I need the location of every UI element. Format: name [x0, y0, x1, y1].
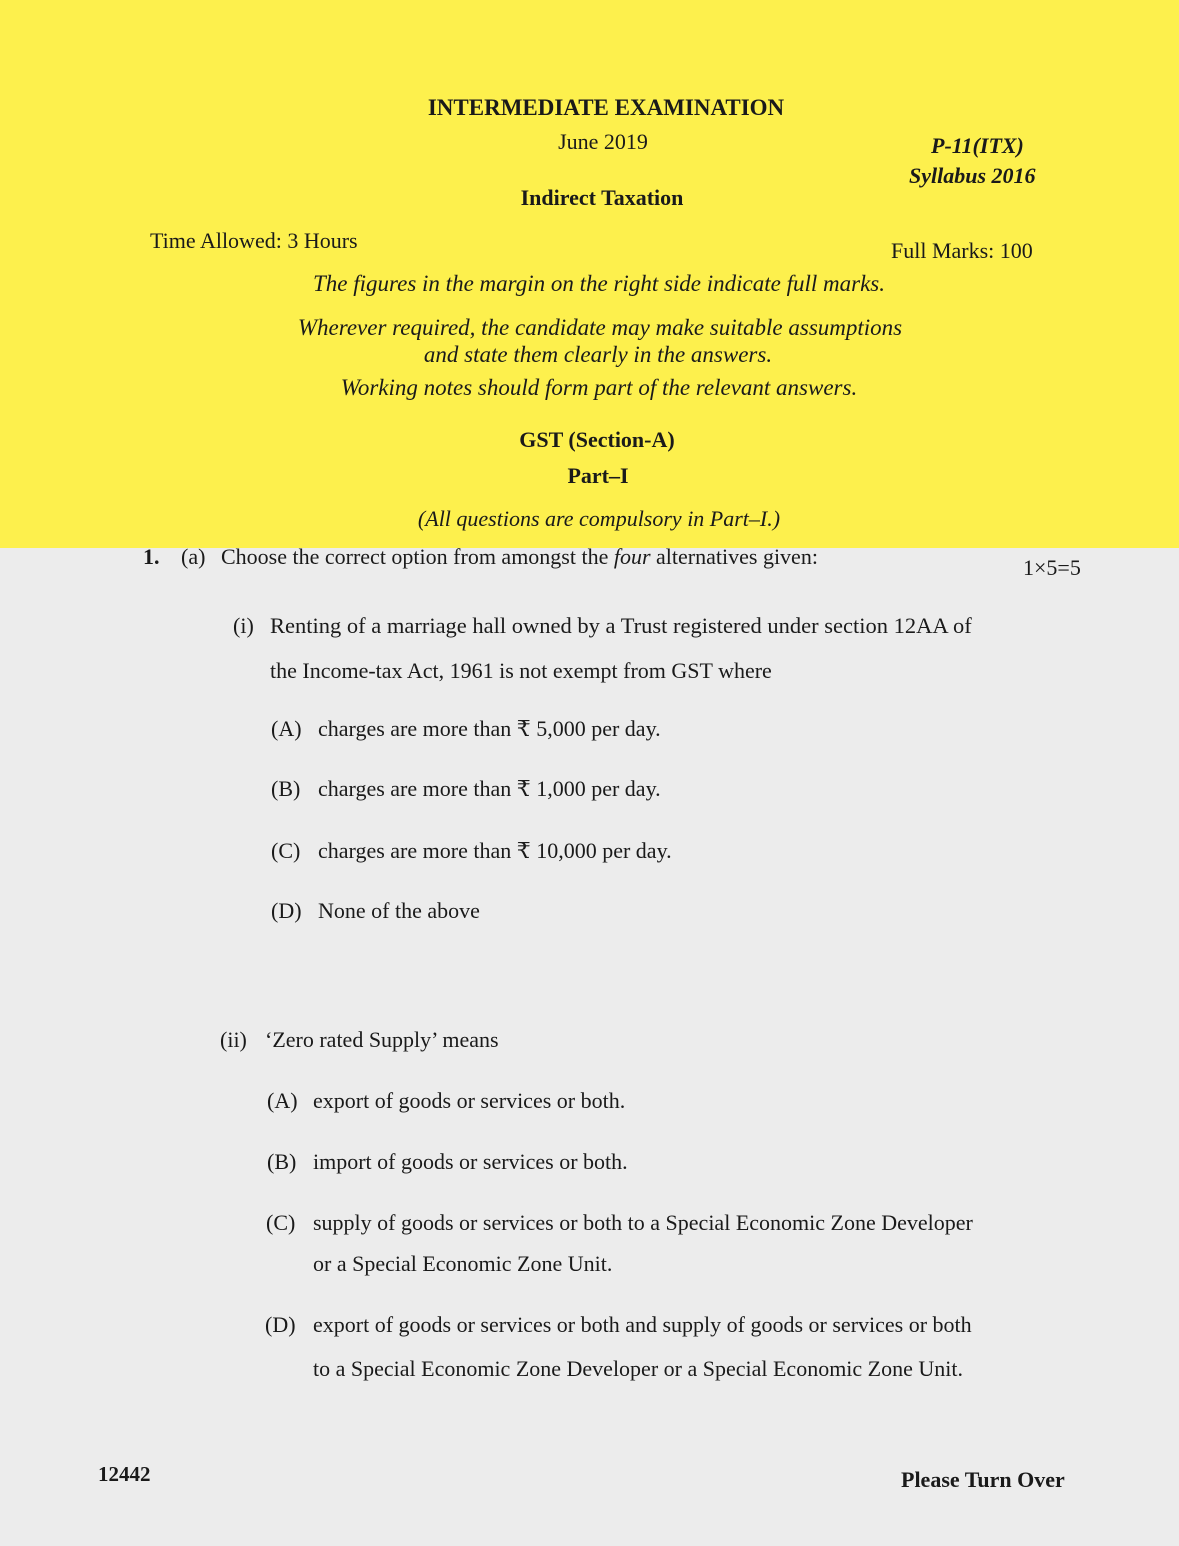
item-text: ‘Zero rated Supply’ means [265, 1027, 499, 1052]
option-text: charges are more than ₹ 5,000 per day. [318, 716, 661, 741]
option-label: (D) [271, 898, 302, 923]
option-label: (A) [271, 716, 302, 741]
option-text: charges are more than ₹ 10,000 per day. [318, 838, 672, 863]
item-label: (ii) [220, 1027, 247, 1052]
option-label: (D) [265, 1312, 296, 1337]
exam-session: June 2019 [558, 129, 648, 154]
question-sub-label: (a) [181, 544, 206, 569]
question-number: 1. [143, 544, 160, 569]
paper-serial-code: 12442 [98, 1462, 151, 1486]
option-text: export of goods or services or both and supply of goods or services or both [313, 1312, 972, 1337]
instruction-line: and state them clearly in the answers. [423, 342, 773, 367]
option-text: supply of goods or services or both to a Special Economic Zone Developer [313, 1210, 973, 1235]
option-label: (B) [271, 776, 301, 801]
subject-title: Indirect Taxation [520, 185, 684, 210]
option-label: (C) [266, 1210, 296, 1235]
option-text: import of goods or services or both. [313, 1149, 628, 1174]
option-label: (C) [271, 838, 301, 863]
paper-code: P-11(ITX) [931, 133, 1024, 158]
option-label: (A) [267, 1088, 298, 1113]
full-marks: Full Marks: 100 [891, 238, 1033, 263]
option-label: (B) [267, 1149, 297, 1174]
time-allowed: Time Allowed: 3 Hours [150, 228, 358, 253]
option-text-cont: or a Special Economic Zone Unit. [313, 1251, 613, 1276]
instruction-line: Wherever required, the candidate may make suitable assumptions [297, 315, 903, 340]
instruction-line: Working notes should form part of the relevant answers. [340, 375, 858, 400]
option-text: charges are more than ₹ 1,000 per day. [318, 776, 661, 801]
item-text: Renting of a marriage hall owned by a Trust registered under section 12AA of [270, 613, 972, 638]
section-note: (All questions are compulsory in Part–I.) [417, 506, 781, 531]
exam-title: INTERMEDIATE EXAMINATION [427, 95, 785, 120]
syllabus: Syllabus 2016 [909, 163, 1036, 188]
item-label: (i) [233, 613, 254, 638]
item-text: the Income-tax Act, 1961 is not exempt from GST where [270, 658, 772, 683]
question-prompt: Choose the correct option from amongst the four alternatives given: [221, 544, 818, 569]
section-title: GST (Section-A) [519, 427, 675, 452]
question-marks: 1×5=5 [1023, 555, 1081, 580]
option-text: None of the above [318, 898, 480, 923]
option-text-cont: to a Special Economic Zone Developer or a Special Economic Zone Unit. [313, 1356, 963, 1381]
part-title: Part–I [567, 463, 629, 488]
please-turn-over: Please Turn Over [901, 1467, 1065, 1492]
instruction-line: The figures in the margin on the right side indicate full marks. [313, 271, 885, 296]
option-text: export of goods or services or both. [313, 1088, 626, 1113]
